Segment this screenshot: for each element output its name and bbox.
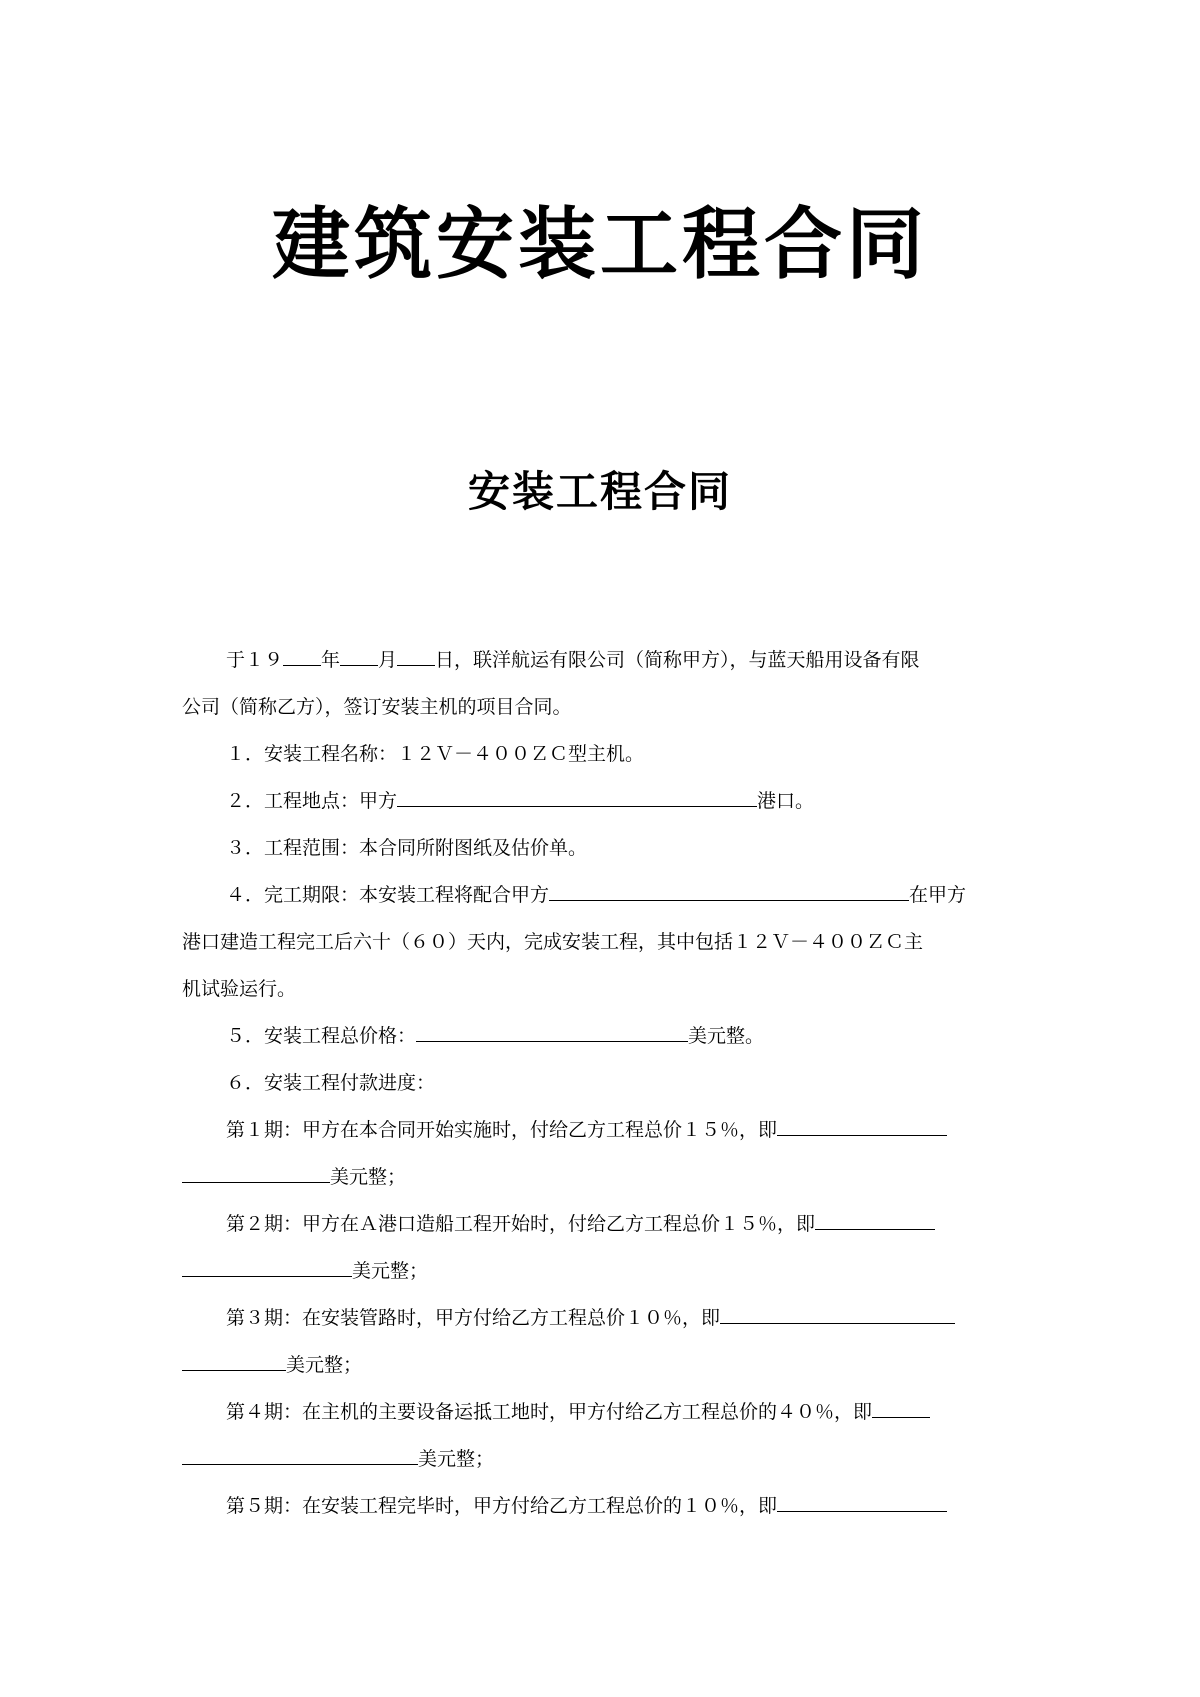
clause-4-line-2: 港口建造工程完工后六十（６０）天内，完成安装工程，其中包括１２Ｖ－４００ＺＣ主 — [182, 931, 924, 953]
clause-5-label: ５．安装工程总价格： — [226, 1025, 417, 1047]
contract-body — [182, 637, 1020, 1530]
period-2-suffix: 美元整； — [352, 1260, 429, 1282]
period-1-line-1 — [182, 1107, 1020, 1154]
clause-4-line-1 — [182, 872, 1020, 919]
port-blank — [397, 782, 757, 807]
clause-2-suffix: 港口。 — [757, 790, 815, 812]
period-4-line-1 — [182, 1389, 1020, 1436]
clause-5-suffix: 美元整。 — [688, 1025, 765, 1047]
period-2-amount-blank — [815, 1205, 935, 1230]
period-2-amount-blank-cont — [182, 1252, 352, 1277]
period-4-amount-blank-cont — [182, 1440, 418, 1465]
period-5-text: 第５期：在安装工程完毕时，甲方付给乙方工程总价的１０％，即 — [226, 1495, 778, 1517]
period-4-line-2 — [182, 1436, 1020, 1483]
intro-line-2: 公司（简称乙方），签订安装主机的项目合同。 — [182, 696, 572, 718]
period-2-line-1 — [182, 1201, 1020, 1248]
intro-text-month: 月 — [378, 649, 398, 671]
period-2-line-2 — [182, 1248, 1020, 1295]
year-blank — [283, 641, 321, 666]
document-title: 建筑安装工程合同 — [271, 199, 928, 290]
period-3-line-2 — [182, 1342, 1020, 1389]
period-1-amount-blank-cont — [182, 1158, 330, 1183]
period-3-amount-blank-cont — [182, 1346, 286, 1371]
intro-text-year-prefix: 于１９ — [226, 649, 284, 671]
clause-1: １．安装工程名称：１２Ｖ－４００ＺＣ型主机。 — [226, 743, 645, 765]
period-3-line-1 — [182, 1295, 1020, 1342]
clause-2 — [182, 778, 1020, 825]
period-5-line-1 — [182, 1483, 1020, 1530]
clause-4-label: ４．完工期限：本安装工程将配合甲方 — [226, 884, 550, 906]
period-1-text: 第１期：甲方在本合同开始实施时，付给乙方工程总价１５％，即 — [226, 1119, 778, 1141]
clause-4-suffix: 在甲方 — [909, 884, 967, 906]
contract-subtitle: 安装工程合同 — [467, 467, 732, 516]
period-3-amount-blank — [720, 1299, 955, 1324]
period-4-amount-blank — [872, 1393, 930, 1418]
period-1-amount-blank — [777, 1111, 947, 1136]
day-blank — [397, 641, 435, 666]
clause-5 — [182, 1013, 1020, 1060]
intro-line-1 — [182, 637, 1020, 684]
clause-4-line-3: 机试验运行。 — [182, 978, 297, 1000]
project-blank — [549, 876, 909, 901]
period-5-amount-blank — [777, 1487, 947, 1512]
period-4-suffix: 美元整； — [418, 1448, 495, 1470]
intro-text-parties: 日，联洋航运有限公司（简称甲方），与蓝天船用设备有限 — [435, 649, 920, 671]
period-2-text: 第２期：甲方在Ａ港口造船工程开始时，付给乙方工程总价１５％，即 — [226, 1213, 816, 1235]
clause-2-label: ２．工程地点：甲方 — [226, 790, 398, 812]
period-1-line-2 — [182, 1154, 1020, 1201]
clause-3: ３．工程范围：本合同所附图纸及估价单。 — [226, 837, 588, 859]
month-blank — [340, 641, 378, 666]
period-1-suffix: 美元整； — [330, 1166, 407, 1188]
period-3-suffix: 美元整； — [286, 1354, 363, 1376]
clause-6: ６．安装工程付款进度： — [226, 1072, 436, 1094]
period-3-text: 第３期：在安装管路时，甲方付给乙方工程总价１０％，即 — [226, 1307, 721, 1329]
total-price-blank — [416, 1017, 688, 1042]
intro-text-year: 年 — [321, 649, 341, 671]
period-4-text: 第４期：在主机的主要设备运抵工地时，甲方付给乙方工程总价的４０％，即 — [226, 1401, 873, 1423]
